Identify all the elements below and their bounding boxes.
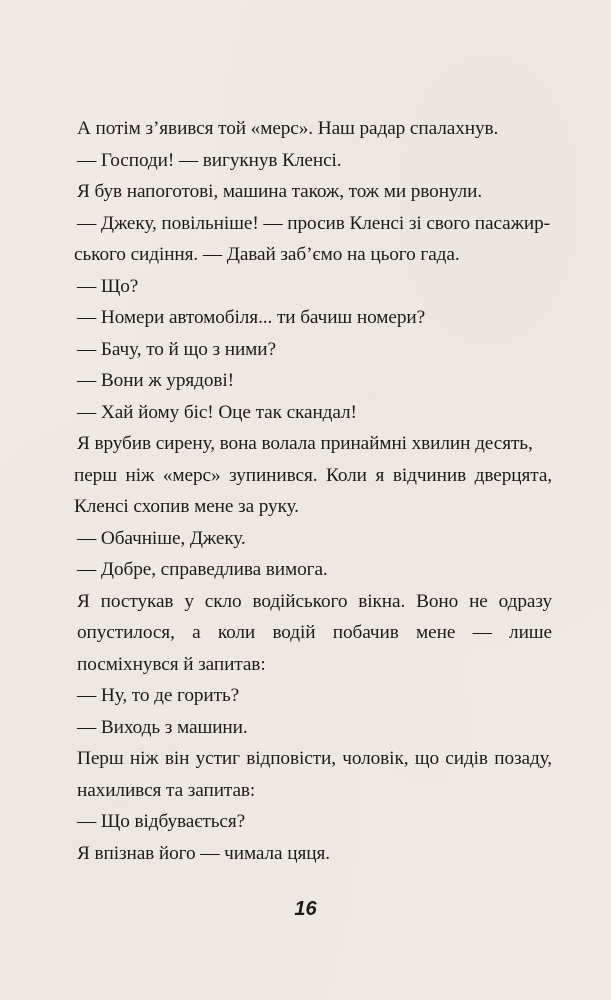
text-line: Я впізнав його — чимала цяця.: [77, 842, 330, 864]
text-line: — Що?: [77, 275, 139, 297]
text-line: — Номери автомобіля... ти бачиш номери?: [77, 307, 426, 328]
text-line: — Бачу, то й що з ними?: [77, 338, 276, 360]
text-paragraph: перш ніж «мерс» зупинився. Коли я відчинив дверцята, Кленсі схопив мене за руку.: [74, 464, 552, 517]
text-line: ського сидіння. — Давай заб’ємо на цього гада.: [74, 244, 460, 265]
text-line: — Господи! — вигукнув Кленсі.: [77, 149, 342, 171]
page-number: 16: [294, 898, 317, 920]
text-line: — Хай йому біс! Оце так скандал!: [77, 401, 357, 423]
text-line: — Добре, справедлива вимога.: [77, 559, 328, 580]
text-line: — Джеку, повільніше! — просив Кленсі зі свого пасажир-: [77, 212, 550, 234]
text-line: — Обачніше, Джеку.: [77, 527, 246, 549]
text-line: А потім з’явився той «мерс». Наш радар спалахнув.: [77, 118, 499, 139]
text-paragraph: Перш ніж він устиг відповісти, чоловік, що сидів позаду, нахилився та запитав:: [77, 748, 552, 801]
text-line: — Що відбувається?: [77, 811, 246, 832]
body-text: [74, 113, 552, 869]
text-line: — Виходь з машини.: [77, 716, 248, 738]
text-line: — Вони ж урядові!: [77, 370, 234, 391]
text-paragraph: Я постукав у скло водійського вікна. Воно не одразу опустилося, а коли водій побачив мене — лише посміхнувся й запитав:: [77, 590, 552, 675]
text-line: Я врубив сирену, вона волала принаймні хвилин десять,: [77, 433, 533, 454]
text-line: — Ну, то де горить?: [77, 685, 240, 706]
text-line: Я був напоготові, машина також, тож ми рвонули.: [77, 181, 483, 202]
